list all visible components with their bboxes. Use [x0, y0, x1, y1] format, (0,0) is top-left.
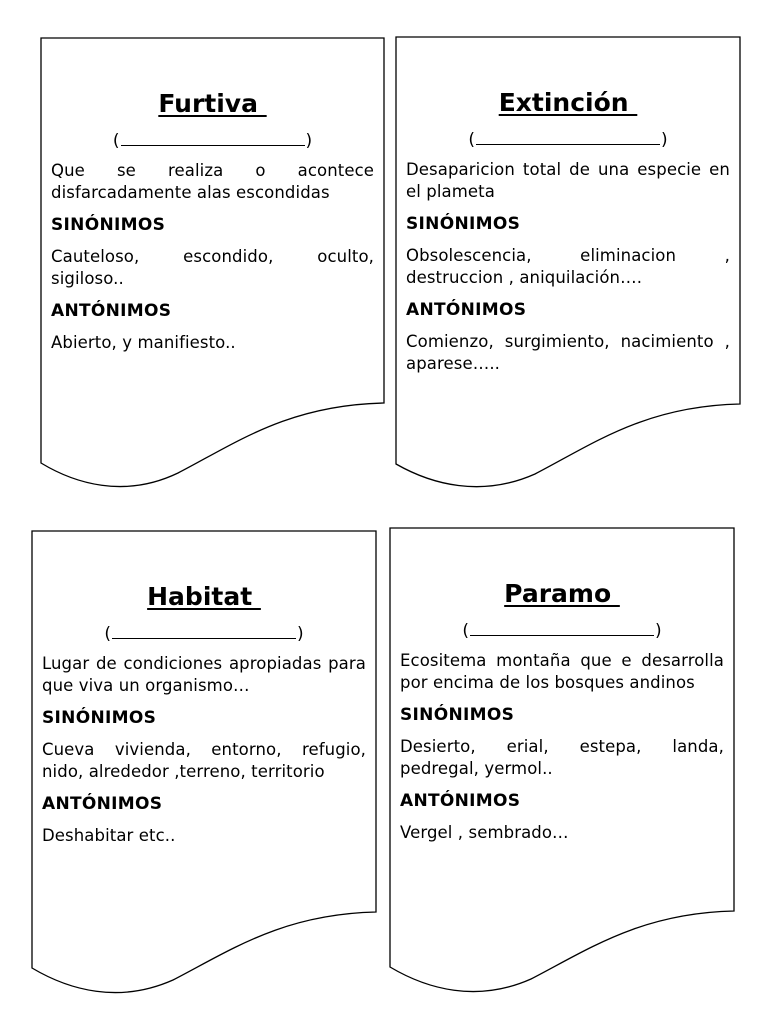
answer-blank: ( )	[462, 621, 662, 641]
antonyms-heading: ANTÓNIMOS	[400, 791, 521, 811]
answer-line[interactable]	[112, 622, 296, 639]
answer-blank: ( )	[112, 131, 313, 151]
antonyms-text: Vergel , sembrado…	[400, 823, 569, 842]
answer-line[interactable]	[121, 129, 305, 146]
antonyms-text: Abierto, y manifiesto..	[51, 333, 236, 352]
card-title: Furtiva	[158, 89, 267, 118]
card-title: Extinción	[498, 88, 638, 117]
definition-text: Ecositema montaña que e desarrolla por encima de los bosques andinos	[400, 651, 724, 692]
definition-text: Que se realiza o acontece disfarcadamente alas escondidas	[51, 161, 374, 202]
synonyms-text: Obsolescencia, eliminacion , destruccion , aniquilación….	[406, 246, 730, 287]
antonyms-heading: ANTÓNIMOS	[51, 301, 172, 321]
definition-text: Desaparicion total de una especie en el plameta	[406, 160, 730, 201]
synonyms-heading: SINÓNIMOS	[51, 215, 166, 235]
synonyms-text: Cauteloso, escondido, oculto, sigiloso..	[51, 247, 374, 288]
word-card-paramo	[389, 527, 735, 997]
word-card-habitat	[31, 530, 377, 1000]
answer-blank: ( )	[468, 130, 668, 150]
synonyms-heading: SINÓNIMOS	[400, 705, 515, 725]
word-card-extincion	[395, 36, 741, 491]
synonyms-text: Desierto, erial, estepa, landa, pedregal, yermol..	[400, 737, 724, 778]
definition-text: Lugar de condiciones apropiadas para que viva un organismo…	[42, 654, 366, 695]
card-title: Habitat	[147, 582, 261, 611]
card-title: Paramo	[504, 579, 620, 608]
word-card-furtiva	[40, 37, 385, 492]
synonyms-heading: SINÓNIMOS	[42, 708, 157, 728]
antonyms-heading: ANTÓNIMOS	[42, 794, 163, 814]
antonyms-text: Comienzo, surgimiento, nacimiento , aparese…..	[406, 332, 730, 373]
answer-line[interactable]	[476, 128, 660, 145]
answer-line[interactable]	[470, 619, 654, 636]
antonyms-text: Deshabitar etc..	[42, 826, 176, 845]
synonyms-text: Cueva vivienda, entorno, refugio, nido, alrededor ,terreno, territorio	[42, 740, 366, 781]
antonyms-heading: ANTÓNIMOS	[406, 300, 527, 320]
synonyms-heading: SINÓNIMOS	[406, 214, 521, 234]
answer-blank: ( )	[104, 624, 304, 644]
